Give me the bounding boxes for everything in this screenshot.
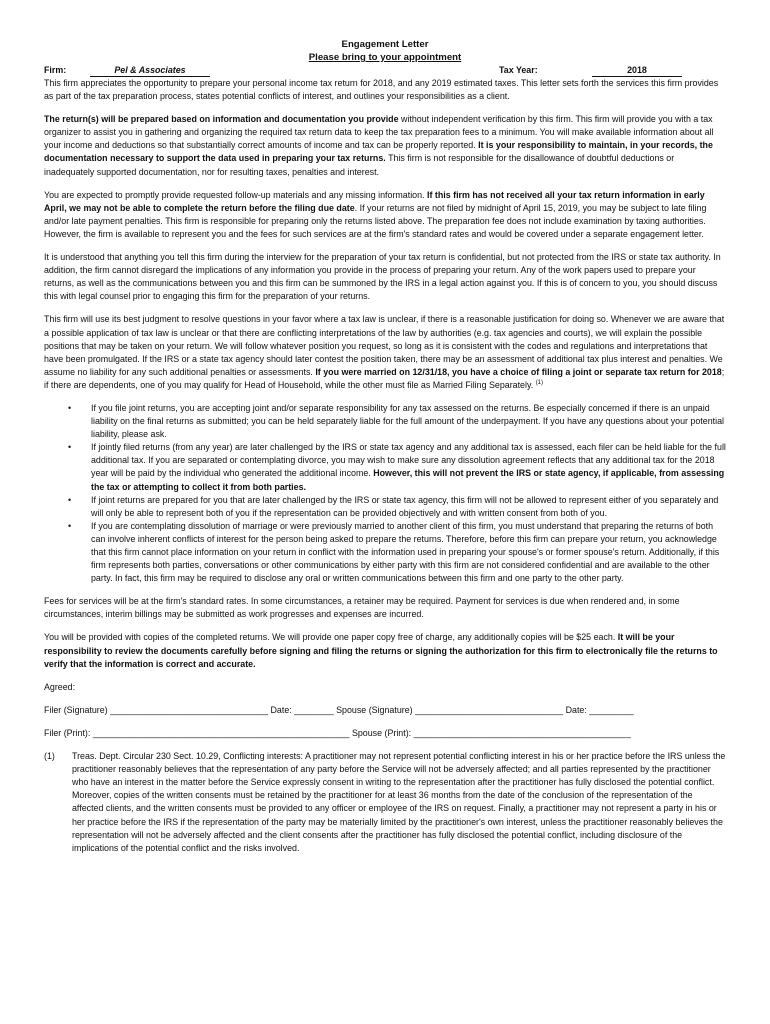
bullet-icon: • xyxy=(68,520,72,531)
copies-paragraph xyxy=(44,631,726,670)
follow-up-bold-1: If this firm has not received all your tax return information in early April, we may not be able to complete the return before the filing due date xyxy=(44,189,705,213)
bullet-bold-text: However, this will not prevent the IRS or state agency, if applicable, from assessing the tax or attempting to collect it from both parties. xyxy=(91,468,725,492)
fees-paragraph: Fees for services will be at the firm's standard rates. In some circumstances, a retainer may be required. Payment for services is due when rendered and, in some circumstances, interim billings may be submitted as work progresses and expenses are incurred. xyxy=(44,596,680,620)
judgment-text-1: This firm will use its best judgment to resolve questions in your favor where a tax law is unclear, if there is a reasonable justification for doing so. Whenever we are aware that a possible application of tax law is unclear or that there are conflicting interpretations of the law by authorities (e.g. tax agencies and courts), we will explain the possible positions that may be taken on your return. We will follow whatever position you request, so long as it is consistent with the codes and regulations and interpretations that have been promulgated. If the IRS or a state tax agency should later contest the position taken, there may be an assessment of additional tax plus interest and penalties. We assume no liability for any such additional penalties or assessments. xyxy=(44,314,725,377)
bullet-icon: • xyxy=(68,442,72,453)
firm-row xyxy=(44,64,726,77)
document-title: Engagement Letter xyxy=(341,39,429,50)
documentation-bold-1: The return(s) will be prepared based on information and documentation you provide xyxy=(44,114,399,125)
follow-up-text-1: You are expected to promptly provide requested follow-up materials and any missing information. xyxy=(44,189,427,200)
intro-paragraph: This firm appreciates the opportunity to prepare your personal income tax return for 2018, and any 2019 estimated taxes. This letter sets forth the services this firm provides as part of the tax preparation process, states potential conflicts of interest, and outlines your responsibilities as a client. xyxy=(44,78,719,102)
bullet-icon: • xyxy=(68,494,72,505)
judgment-bold-1: If you were married on 12/31/18, you have a choice of filing a joint or separate tax return for 2018 xyxy=(315,366,722,377)
signature-line: Filer (Signature) ________________________________ Date: ________ Spouse (Signature) ______________________________ Date: _________ xyxy=(44,704,634,715)
footnote-text: Treas. Dept. Circular 230 Sect. 10.29, Conflicting interests: A practitioner may not represent potential conflicting interest in his or her practice before the IRS unless the practitioner reasonably believes that the representation of any party before the Service will not be adversely affected; and all parties represented by the practitioner who have an interest in the matter before the Service expressly consent in writing to the representation after the practitioner has fully disclosed the potential conflict. Moreover, copies of the written consents must be retained by the practitioner for at least 36 months from the date of the conclusion of the representation of the affected clients, and the written consents must be provided to any officer or employee of the IRS on request. Finally, a practitioner may not represent a party in his or her practice before the IRS if the representation of the party may be materially limited by the practitioner's own interest, unless the practitioner reasonably believes the representation will not be adversely affected and the client consents after the practitioner has fully disclosed the potential conflict, including disclosure of the implications of the potential conflict and the risks involved. xyxy=(72,751,726,853)
footnote-reference: (1) xyxy=(535,379,544,386)
list-item xyxy=(68,494,726,520)
documentation-text-1: without independent verification by this firm. This firm will provide you with a tax organizer to assist you in gathering and organizing the required tax return data to keep the tax preparation fees to a minimum. You will make available information about all your income and deductions so that substantially correct amounts of income and tax can be properly reported. xyxy=(44,114,714,151)
confidentiality-paragraph: It is understood that anything you tell this firm during the interview for the preparation of your tax return is confidential, but not protected from the IRS or state tax authority. In addition, the firm cannot disregard the implications of any information you provide in the process of preparing your return. Any of the work papers used to prepare your returns, as well as the communications between you and this firm can be summoned by the IRS in a legal action against you. If this is of concern to you, you should discuss this with legal counsel prior to engaging this firm for the preparation of your returns. xyxy=(44,252,721,302)
copies-text-1: You will be provided with copies of the completed returns. We will provide one paper copy free of charge, any additionally copies will be $25 each. xyxy=(44,632,618,643)
bullet-text: If you are contemplating dissolution of marriage or were previously married to another client of this firm, you must understand that preparing the returns of both can involve inherent conflicts of interest for the person being asked to prepare the returns. Therefore, before this firm can prepare your return, you acknowledge that this firm cannot place information on your return in conflict with the information used in preparing your spouse's or former spouse's return. Additionally, if this firm represents both parties, conversations or other communications by either party with this firm are not considered confidential and are available to the other party. In fact, this firm may be required to disclose any oral or written communications between this firm and one party to the other party. xyxy=(91,520,720,584)
bullet-text: If joint returns are prepared for you that are later challenged by the IRS or state tax agency, this firm will not be allowed to represent either of you separately and will only be able to represent both of you if the representation can be provided objectively and with written consent from both of you. xyxy=(91,494,719,518)
copies-bold-1: It will be your responsibility to review the documents carefully before signing and filing the returns or signing the authorization for this firm to electronically file the returns to verify that the information is correct and accurate. xyxy=(44,632,718,669)
firm-label: Firm: xyxy=(44,65,67,75)
list-item xyxy=(68,402,726,441)
joint-return-bullet-list xyxy=(44,402,726,585)
print-name-line: Filer (Print): ____________________________________________________ Spouse (Print): ____________________________________________ xyxy=(44,727,631,738)
documentation-bold-2: It is your responsibility to maintain, in your records, the documentation necessary to support the data used in preparing your tax returns. xyxy=(44,140,713,164)
list-item xyxy=(68,441,726,493)
firm-value: Pel & Associates xyxy=(90,64,210,77)
agreed-label: Agreed: xyxy=(44,681,76,692)
bullet-text: If jointly filed returns (from any year) are later challenged by the IRS or state tax agency and any additional tax is assessed, each filer can be held liable for the full additional tax. If you are separated or contemplating divorce, you may wish to make sure any dissolution agreement reflects that any additional tax for the 2018 year will be paid by the individual who generated the additional income. xyxy=(91,442,726,479)
judgment-paragraph xyxy=(44,313,726,392)
footnote-number: (1) xyxy=(44,751,55,762)
footnote xyxy=(44,750,726,855)
follow-up-text-2: . If your returns are not filed by midnight of April 15, 2019, you may be subject to late filing and/or late payment penalties. This firm is responsible for preparing only the returns listed above. The preparation fee does not include examination by taxing authorities. However, the firm is available to represent you and the fees for such services are at the firm's standard rates and would be covered under a separate engagement letter. xyxy=(44,202,707,239)
tax-year-label: Tax Year: xyxy=(499,65,538,75)
document-subtitle: Please bring to your appointment xyxy=(308,52,462,63)
documentation-paragraph xyxy=(44,113,726,178)
bullet-icon: • xyxy=(68,402,72,413)
tax-year-value: 2018 xyxy=(592,64,682,77)
bullet-text: If you file joint returns, you are accepting joint and/or separate responsibility for any tax assessed on the returns. Be especially concerned if there is an unpaid liability on the final returns as submitted; you can be held separately liable for the full amount of the underpayment. If you have any questions about your potential liability, please ask. xyxy=(91,402,724,440)
documentation-text-2: This firm is not responsible for the disallowance of doubtful deductions or inadequately supported documentation, nor for resulting taxes, penalties and interest. xyxy=(44,153,675,177)
follow-up-paragraph xyxy=(44,189,726,241)
list-item xyxy=(68,520,726,585)
judgment-text-2: ; if there are dependents, one of you may qualify for Head of Household, while the other must file as Married Filing Separately. xyxy=(44,366,725,390)
